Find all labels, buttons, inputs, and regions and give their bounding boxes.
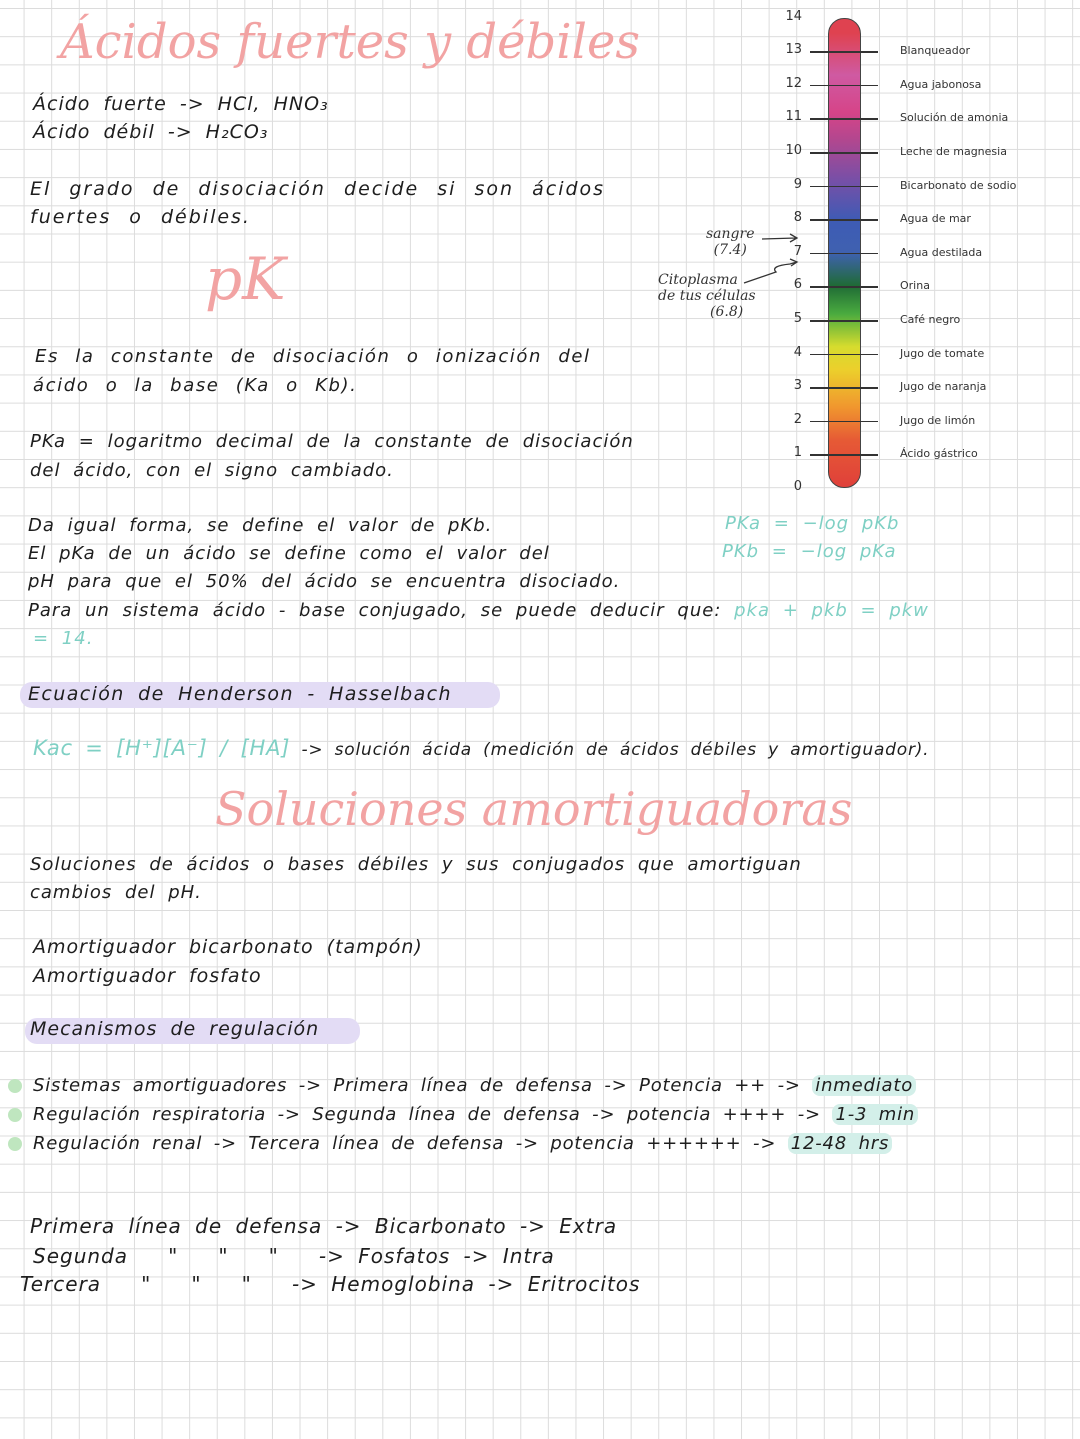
equation: Kac = [H⁺][A⁻] / [HA] bbox=[33, 736, 291, 760]
ph-tick bbox=[810, 253, 878, 255]
cytoplasm-annotation bbox=[658, 272, 756, 320]
mechanism-time: 12-48 hrs bbox=[788, 1133, 892, 1154]
text-line: El pKa de un ácido se define como el valor del bbox=[28, 543, 550, 564]
text-line: PKa = logaritmo decimal de la constante de disociación bbox=[30, 431, 634, 452]
ph-number: 7 bbox=[793, 243, 802, 259]
text-line: Ácido débil -> H₂CO₃ bbox=[33, 121, 269, 143]
text-line: Amortiguador bicarbonato (tampón) bbox=[33, 936, 423, 958]
text-line bbox=[28, 600, 929, 621]
bullet-icon bbox=[8, 1137, 22, 1151]
text-line: Segunda " " " -> Fosfatos -> Intra bbox=[33, 1244, 555, 1268]
mechanism-item bbox=[33, 1104, 918, 1125]
title-pk: pK bbox=[205, 245, 286, 313]
heading-mecanismos: Mecanismos de regulación bbox=[30, 1018, 320, 1040]
text-line: El grado de disociación decide si son ácidos bbox=[30, 178, 606, 200]
ph-tick bbox=[810, 454, 878, 456]
bullet-icon bbox=[8, 1108, 22, 1122]
text-segment: Para un sistema ácido - base conjugado, se puede deducir que: bbox=[28, 600, 722, 621]
text-line: Amortiguador fosfato bbox=[33, 965, 262, 987]
ph-tick bbox=[810, 152, 878, 154]
ph-number: 11 bbox=[785, 109, 802, 125]
ph-tick bbox=[810, 421, 878, 423]
ph-item-label: Agua de mar bbox=[900, 212, 971, 226]
ph-tick bbox=[810, 387, 878, 389]
ph-tick bbox=[810, 85, 878, 87]
cytoplasm-label-2: de tus células bbox=[658, 288, 756, 304]
blood-label: sangre bbox=[706, 226, 755, 242]
ph-number: 3 bbox=[793, 378, 802, 394]
text-line: pH para que el 50% del ácido se encuentra disociado. bbox=[28, 571, 621, 592]
formula-pka: PKa = −log pKb bbox=[725, 513, 900, 534]
text-line: fuertes o débiles. bbox=[30, 206, 251, 228]
ph-number: 9 bbox=[793, 176, 802, 192]
bullet-icon bbox=[8, 1079, 22, 1093]
text-line: Es la constante de disociación o ionización del bbox=[35, 346, 591, 367]
ph-number: 13 bbox=[785, 42, 802, 58]
ph-item-label: Blanqueador bbox=[900, 44, 971, 58]
ph-tick bbox=[810, 354, 878, 356]
mechanism-text: Regulación renal -> Tercera línea de defensa -> potencia ++++++ -> bbox=[33, 1133, 777, 1154]
ph-tick bbox=[810, 320, 878, 322]
cytoplasm-label: Citoplasma bbox=[658, 272, 738, 288]
heading-henderson: Ecuación de Henderson - Hasselbach bbox=[28, 683, 452, 705]
formula-pkw: pka + pkb = pkw bbox=[734, 600, 929, 621]
mechanism-time: 1-3 min bbox=[832, 1104, 918, 1125]
mechanism-item bbox=[33, 1133, 892, 1154]
text-line: Tercera " " " -> Hemoglobina -> Eritrocitos bbox=[20, 1272, 641, 1296]
title-soluciones: Soluciones amortiguadoras bbox=[215, 782, 853, 836]
ph-item-label: Jugo de limón bbox=[900, 413, 976, 427]
ph-item-label: Ácido gástrico bbox=[900, 447, 978, 461]
ph-number: 0 bbox=[793, 479, 802, 494]
ph-tick bbox=[810, 51, 878, 53]
ph-item-label: Jugo de naranja bbox=[900, 380, 987, 394]
ph-item-label: Orina bbox=[900, 279, 930, 293]
ph-item-label: Café negro bbox=[900, 313, 961, 326]
ph-number: 2 bbox=[793, 411, 802, 427]
text-line: Soluciones de ácidos o bases débiles y sus conjugados que amortiguan bbox=[30, 854, 802, 875]
ph-item-label: Jugo de tomate bbox=[900, 346, 985, 360]
ph-item-label: Agua destilada bbox=[900, 245, 983, 259]
text-line: ácido o la base (Ka o Kb). bbox=[33, 375, 358, 396]
ph-number: 6 bbox=[793, 277, 802, 293]
ph-number: 12 bbox=[785, 75, 802, 91]
ph-number: 4 bbox=[793, 344, 802, 360]
ph-tick bbox=[810, 118, 878, 120]
ph-number: 5 bbox=[793, 311, 802, 326]
text-line: cambios del pH. bbox=[30, 882, 202, 903]
annotation-arrows-icon bbox=[0, 0, 1080, 500]
text-line: Ácido fuerte -> HCl, HNO₃ bbox=[33, 93, 329, 115]
text-line: Da igual forma, se define el valor de pKb. bbox=[28, 515, 493, 536]
ph-number: 10 bbox=[785, 143, 802, 158]
blood-value: (7.4) bbox=[713, 242, 747, 258]
ph-tick bbox=[810, 286, 878, 288]
ph-color-bar bbox=[828, 18, 861, 488]
formula-value: = 14. bbox=[33, 628, 94, 649]
formula-pkb: PKb = −log pKa bbox=[722, 541, 897, 562]
mechanism-item bbox=[33, 1075, 916, 1096]
ph-item-label: Solución de amonia bbox=[900, 111, 1009, 125]
mechanism-time: inmediato bbox=[812, 1075, 916, 1096]
ph-tick bbox=[810, 186, 878, 188]
ph-item-label: Bicarbonato de sodio bbox=[900, 178, 1017, 192]
ph-number: 8 bbox=[793, 210, 802, 226]
text-line: del ácido, con el signo cambiado. bbox=[30, 460, 394, 481]
ph-number: 1 bbox=[793, 445, 802, 461]
text-segment: -> solución ácida (medición de ácidos débiles y amortiguador). bbox=[301, 740, 930, 760]
ph-tick bbox=[810, 219, 878, 221]
blood-annotation bbox=[706, 226, 755, 258]
cytoplasm-value: (6.8) bbox=[710, 304, 744, 320]
text-line: Primera línea de defensa -> Bicarbonato -> Extra bbox=[30, 1214, 618, 1238]
ph-number: 14 bbox=[785, 8, 802, 24]
ph-scale bbox=[0, 0, 1080, 500]
mechanism-text: Regulación respiratoria -> Segunda línea de defensa -> potencia ++++ -> bbox=[33, 1104, 821, 1125]
ph-item-label: Leche de magnesia bbox=[900, 145, 1007, 158]
ph-item-label: Agua jabonosa bbox=[900, 77, 982, 91]
title-acidos: Ácidos fuertes y débiles bbox=[60, 14, 641, 70]
equation-line bbox=[33, 736, 929, 760]
mechanism-text: Sistemas amortiguadores -> Primera línea de defensa -> Potencia ++ -> bbox=[33, 1075, 801, 1096]
